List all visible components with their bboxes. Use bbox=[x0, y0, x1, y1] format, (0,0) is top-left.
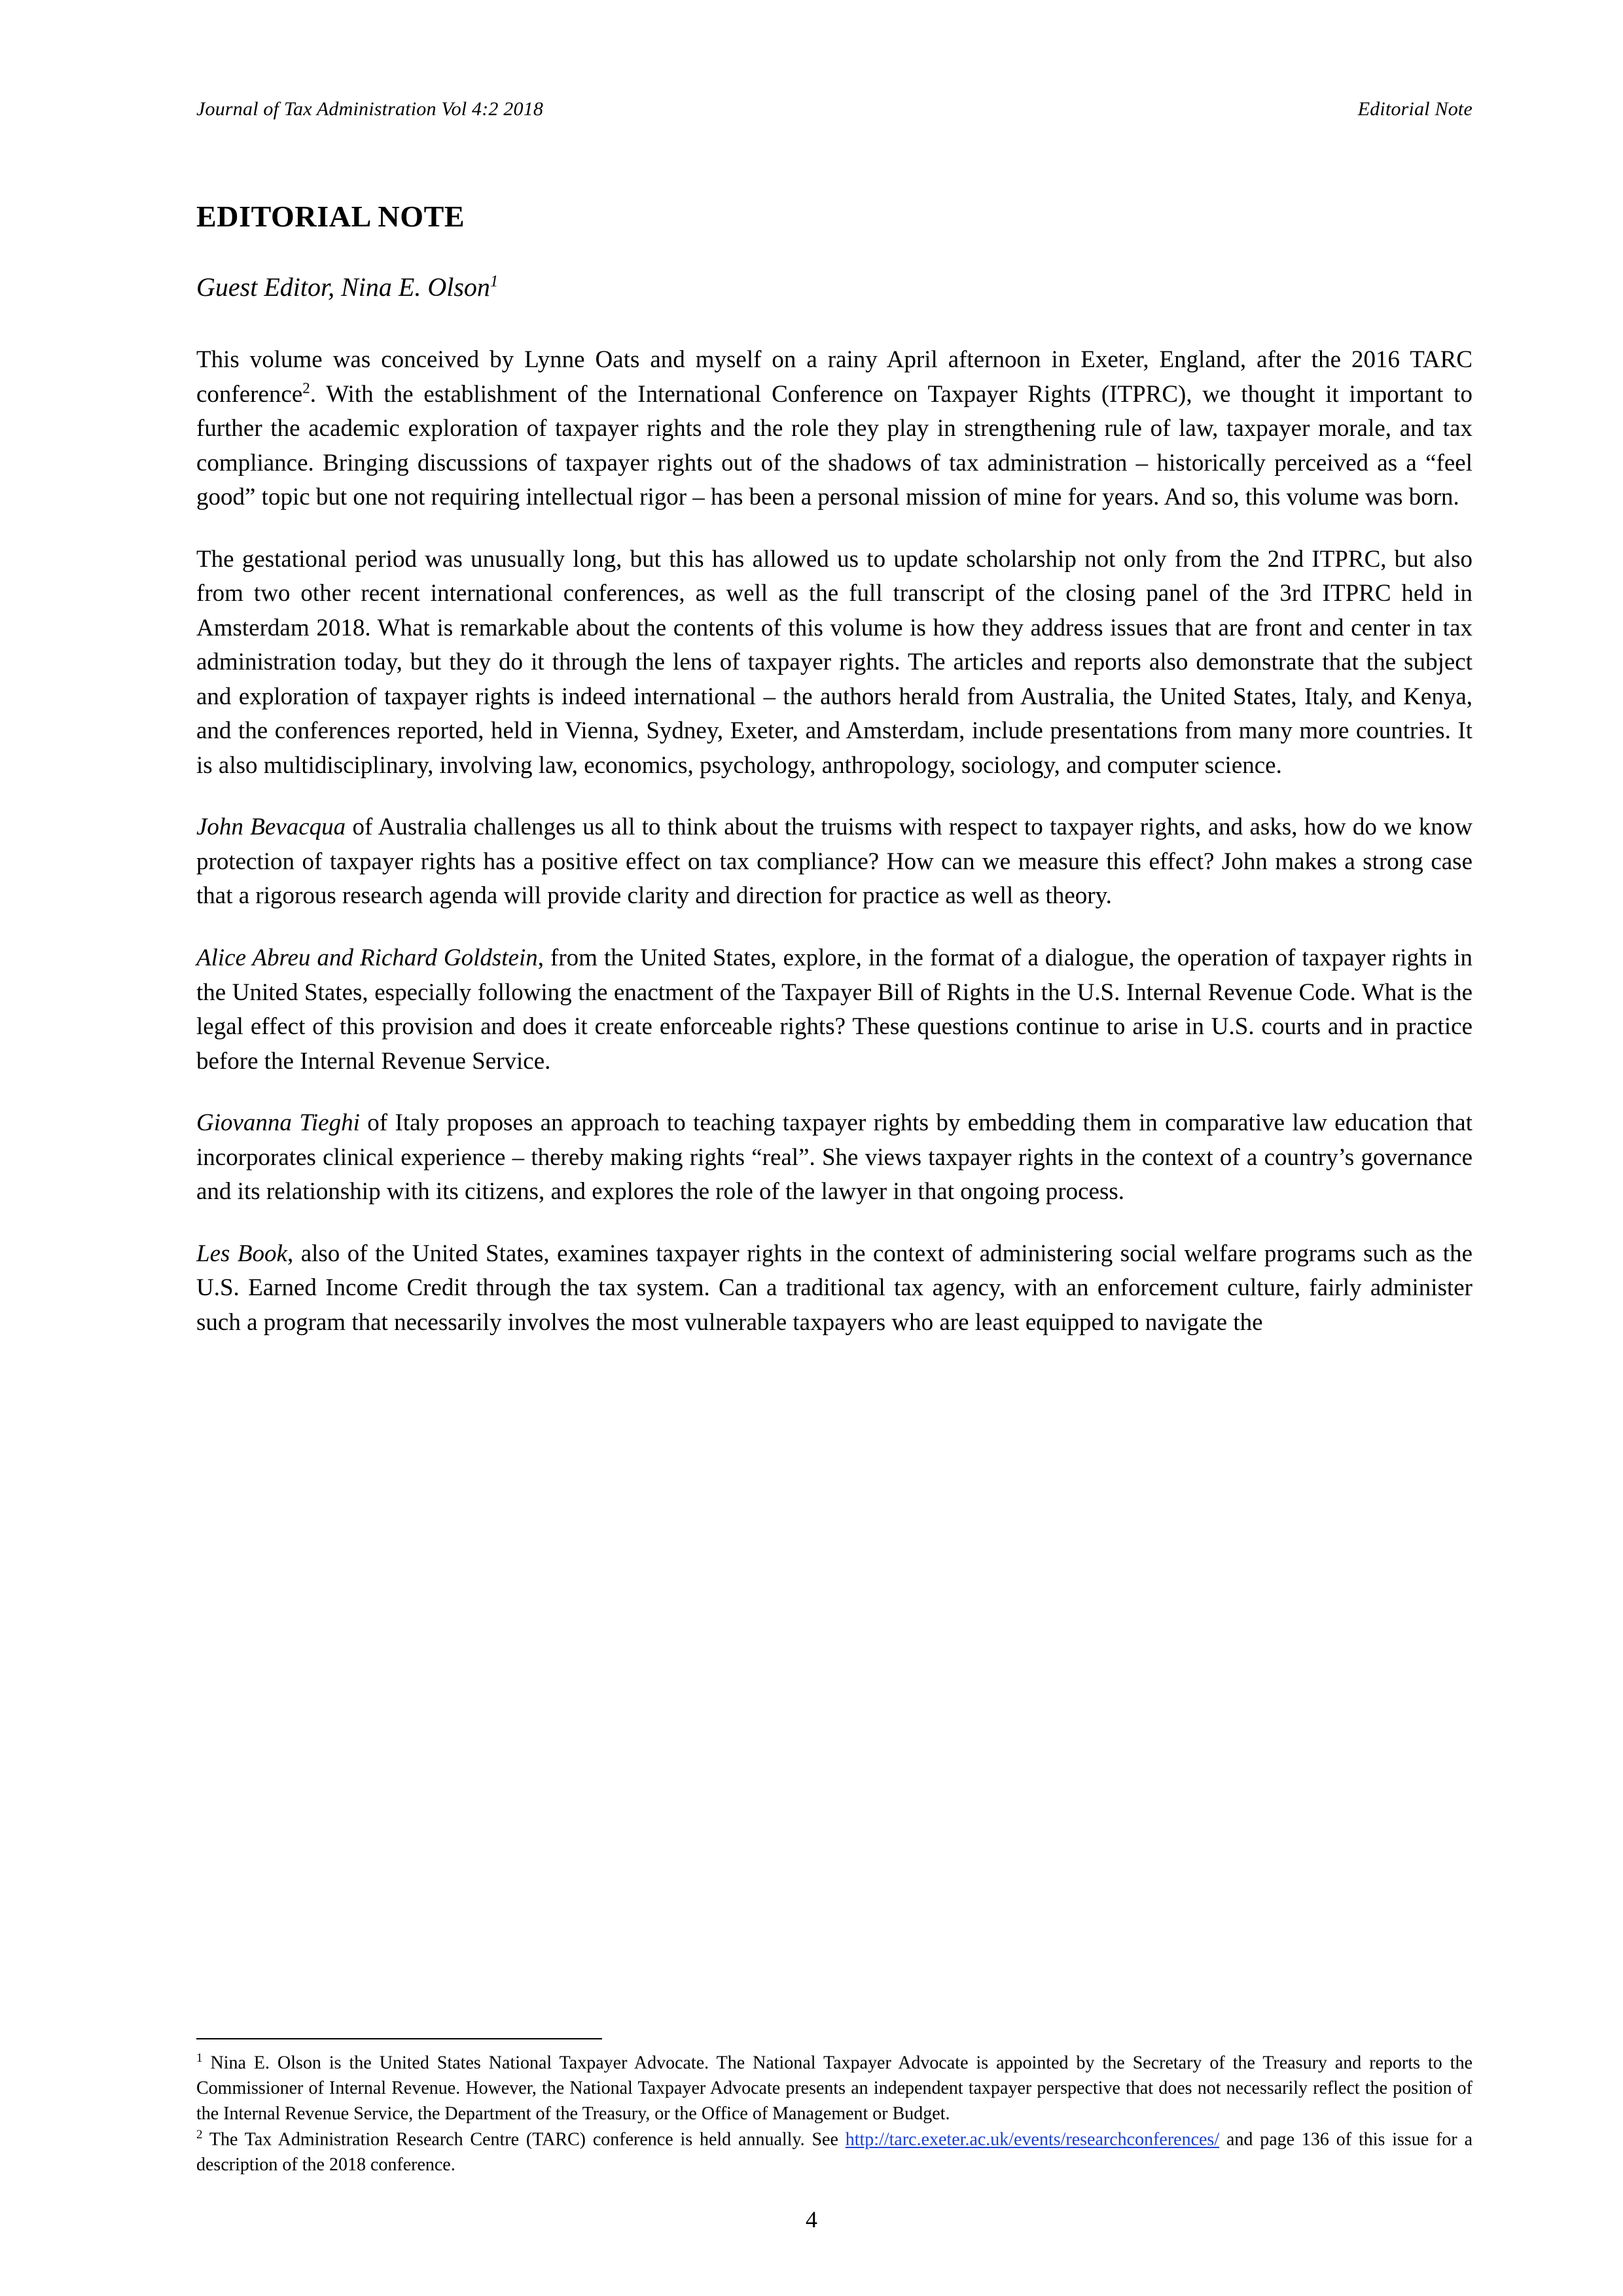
footnote-1 bbox=[196, 2050, 1472, 2126]
footnote-2-text-b: and page 136 of this issue for a description of the 2018 conference. bbox=[196, 2129, 1473, 2176]
footnote-2-marker: 2 bbox=[196, 2128, 203, 2142]
page-number: 4 bbox=[806, 2206, 817, 2233]
paragraph-1-part-a: This volume was conceived by Lynne Oats and myself on a rainy April afternoon in Exeter, England, after the 2016 TARC conference bbox=[196, 346, 1472, 408]
paragraph-4-text: , from the United States, explore, in the format of a dialogue, the operation of taxpayer rights in the United States, especially following the enactment of the Taxpayer Bill of Rights in the U.S. Internal Revenue Code. What is the legal effect of this provision and does it create enforceable rights? These questions continue to arise in U.S. courts and in practice before the Internal Revenue Service. bbox=[196, 944, 1472, 1075]
paragraph-4 bbox=[196, 941, 1472, 1079]
footnote-separator-rule bbox=[196, 2038, 602, 2039]
page-title: EDITORIAL NOTE bbox=[196, 200, 465, 233]
author-name-abreu-goldstein: Alice Abreu and Richard Goldstein bbox=[196, 944, 538, 971]
tarc-conference-link[interactable]: http://tarc.exeter.ac.uk/events/researchconferences/ bbox=[845, 2129, 1220, 2150]
footnote-marker-2: 2 bbox=[302, 380, 310, 397]
footnote-2-text-a: The Tax Administration Research Centre (TARC) conference is held annually. See bbox=[202, 2129, 846, 2150]
paragraph-5-text: of Italy proposes an approach to teaching taxpayer rights by embedding them in comparative law education that incorporates clinical experience – thereby making rights “real”. She views taxpayer rights in the context of a country’s governance and its relationship with its citizens, and explores the role of the lawyer in that ongoing process. bbox=[196, 1109, 1472, 1206]
author-name-les-book: Les Book bbox=[196, 1240, 287, 1267]
paragraph-5 bbox=[196, 1106, 1472, 1210]
footnote-1-text: Nina E. Olson is the United States National Taxpayer Advocate. The National Taxpayer Advocate is appointed by the Secretary of the Treasury and reports to the Commissioner of Internal Revenue. However, the National Taxpayer Advocate presents an independent taxpayer perspective that does not necessarily reflect the position of the Internal Revenue Service, the Department of the Treasury, or the Office of Management or Budget. bbox=[196, 2053, 1472, 2124]
running-head bbox=[196, 98, 1472, 120]
author-name-john-bevacqua: John Bevacqua bbox=[196, 814, 346, 841]
paragraph-3-text: of Australia challenges us all to think about the truisms with respect to taxpayer rights, and asks, how do we know protection of taxpayer rights has a positive effect on tax compliance? How can we measure this effect? John makes a strong case that a rigorous research agenda will provide clarity and direction for practice as well as theory. bbox=[196, 814, 1472, 910]
paragraph-6-text: , also of the United States, examines taxpayer rights in the context of administering social welfare programs such as the U.S. Earned Income Credit through the tax system. Can a traditional tax agency, with an enforcement culture, fairly administer such a program that necessarily involves the most vulnerable taxpayers who are least equipped to navigate the bbox=[196, 1240, 1472, 1336]
footnote-1-marker: 1 bbox=[196, 2051, 203, 2066]
paragraph-6 bbox=[196, 1237, 1472, 1340]
paragraph-2: The gestational period was unusually long, but this has allowed us to update scholarship not only from the 2nd ITPRC, but also from two other recent international conferences, as well as the full transcript of the closing panel of the 3rd ITPRC held in Amsterdam 2018. What is remarkable about the contents of this volume is how they address issues that are front and center in tax administration today, but they do it through the lens of taxpayer rights. The articles and reports also demonstrate that the subject and exploration of taxpayer rights is indeed international – the authors herald from Australia, the United States, Italy, and Kenya, and the conferences reported, held in Vienna, Sydney, Exeter, and Amsterdam, include presentations from many more countries. It is also multidisciplinary, involving law, economics, psychology, anthropology, sociology, and computer science. bbox=[196, 545, 1472, 779]
footnote-area bbox=[196, 2038, 1472, 2178]
byline-text: Guest Editor, Nina E. Olson bbox=[196, 272, 490, 302]
author-name-giovanna-tieghi: Giovanna Tieghi bbox=[196, 1109, 360, 1137]
paragraph-3 bbox=[196, 810, 1472, 914]
guest-editor-byline bbox=[196, 272, 1472, 302]
paragraph-1-part-b: . With the establishment of the International Conference on Taxpayer Rights (ITPRC), we thought it important to further the academic exploration of taxpayer rights and the role they play in strengthening rule of law, taxpayer morale, and tax compliance. Bringing discussions of taxpayer rights out of the shadows of tax administration – historically perceived as a “feel good” topic but one not requiring intellectual rigor – has been a personal mission of mine for years. And so, this volume was born. bbox=[196, 380, 1472, 511]
paragraph-1 bbox=[196, 343, 1472, 515]
running-head-right: Editorial Note bbox=[1357, 98, 1472, 120]
running-head-left: Journal of Tax Administration Vol 4:2 2018 bbox=[196, 98, 544, 120]
footnote-2 bbox=[196, 2126, 1472, 2178]
byline-footnote-marker: 1 bbox=[490, 272, 499, 291]
